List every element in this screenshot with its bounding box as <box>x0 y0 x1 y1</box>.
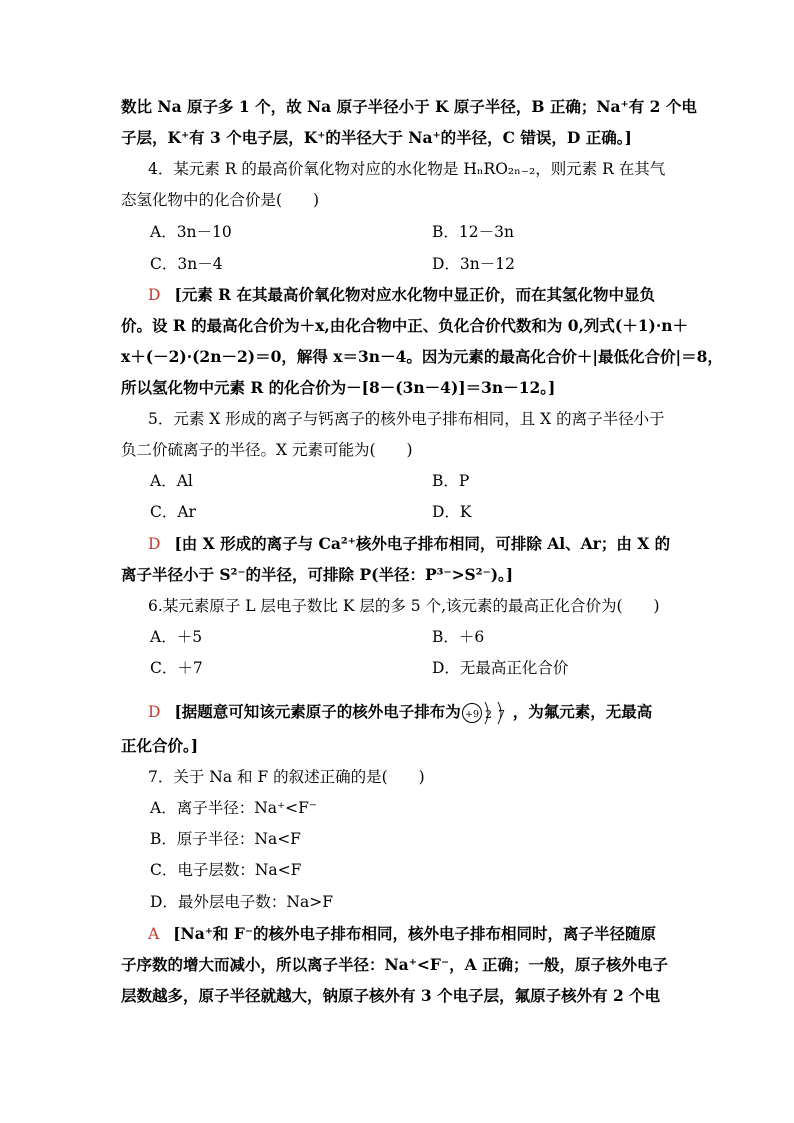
q5-explanation-line-2: 离子半径小于 S²⁻的半径，可排除 P(半径：P³⁻>S²⁻)。] <box>121 565 514 584</box>
q4-option-d: D．3n－12 <box>432 255 515 273</box>
q7-answer: A <box>148 925 160 943</box>
q6-stem: 6.某元素原子 L 层电子数比 K 层的多 5 个,该元素的最高正化合价为( ) <box>148 597 660 615</box>
q6-explanation-line-1: D [据题意可知该元素原子的核外电子排布为 +9 2 7 ，为氟元素，无最高 <box>148 698 652 728</box>
q5-option-c: C．Ar <box>150 503 196 521</box>
q7-option-a: A．离子半径：Na⁺<F⁻ <box>150 799 318 817</box>
q7-option-d: D．最外层电子数：Na>F <box>150 893 333 911</box>
q6-option-a: A．＋5 <box>150 628 203 646</box>
q6-explanation-line-2: 正化合价。] <box>121 736 199 755</box>
q4-answer: D <box>148 286 161 304</box>
q5-explanation-line-1: D [由 X 形成的离子与 Ca²⁺核外电子排布相同，可排除 Al、Ar；由 X 的 <box>148 534 671 553</box>
q7-option-c: C．电子层数：Na<F <box>150 861 302 879</box>
q5-stem-line-1: 5．元素 X 形成的离子与钙离子的核外电子排布相同，且 X 的离子半径小于 <box>148 410 665 428</box>
nucleus-charge: +9 <box>464 709 479 720</box>
q4-option-b: B．12－3n <box>432 223 514 241</box>
q5-option-b: B．P <box>432 472 470 490</box>
q7-option-b: B．原子半径：Na<F <box>150 830 301 848</box>
q6-answer: D <box>148 703 161 721</box>
q6-option-c: C．＋7 <box>150 659 203 677</box>
q4-stem-line-1: 4．某元素 R 的最高价氧化物对应的水化物是 HₙRO₂ₙ₋₂，则元素 R 在其气 <box>148 160 666 178</box>
q7-stem: 7．关于 Na 和 F 的叙述正确的是( ) <box>148 768 425 786</box>
q4-explanation-line-1: D [元素 R 在其最高价氧化物对应水化物中显正价，而在其氢化物中显负 <box>148 285 655 304</box>
q5-option-a: A．Al <box>150 472 193 490</box>
q4-explanation-line-2: 价。设 R 的最高化合价为＋x,由化合物中正、负化合价代数和为 0,列式(＋1)·n＋ <box>121 316 689 335</box>
q6-option-d: D．无最高正化合价 <box>432 659 569 677</box>
q4-option-a: A．3n－10 <box>150 223 232 241</box>
q4-explanation-line-4: 所以氢化物中元素 R 的化合价为－[8－(3n－4)]＝3n－12。] <box>121 378 556 397</box>
shell-2-electrons: 7 <box>497 708 505 721</box>
q7-explanation-line-1: A [Na⁺和 F⁻的核外电子排布相同，核外电子排布相同时，离子半径随原 <box>148 924 657 943</box>
continuation-line-2: 子层，K⁺有 3 个电子层，K⁺的半径大于 Na⁺的半径，C 错误，D 正确。] <box>121 128 632 147</box>
shell-1-electrons: 2 <box>484 708 492 721</box>
q5-stem-line-2: 负二价硫离子的半径。X 元素可能为( ) <box>121 441 413 459</box>
q4-option-c: C．3n－4 <box>150 255 223 273</box>
q6-option-b: B．＋6 <box>432 628 485 646</box>
electron-shell-diagram <box>461 698 513 728</box>
q5-answer: D <box>148 535 161 553</box>
q7-explanation-line-2: 子序数的增大而减小，所以离子半径：Na⁺<F⁻，A 正确；一般，原子核外电子 <box>121 955 668 974</box>
q4-explanation-line-3: x＋(－2)·(2n－2)＝0，解得 x＝3n－4。因为元素的最高化合价＋|最低化合价|＝8， <box>121 347 723 366</box>
q4-stem-line-2: 态氢化物中的化合价是( ) <box>121 191 320 209</box>
q7-explanation-line-3: 层数越多，原子半径就越大，钠原子核外有 3 个电子层，氟原子核外有 2 个电 <box>121 986 661 1005</box>
continuation-line-1: 数比 Na 原子多 1 个，故 Na 原子半径小于 K 原子半径，B 正确；Na⁺有 2 个电 <box>121 97 697 116</box>
q5-option-d: D．K <box>432 503 472 521</box>
